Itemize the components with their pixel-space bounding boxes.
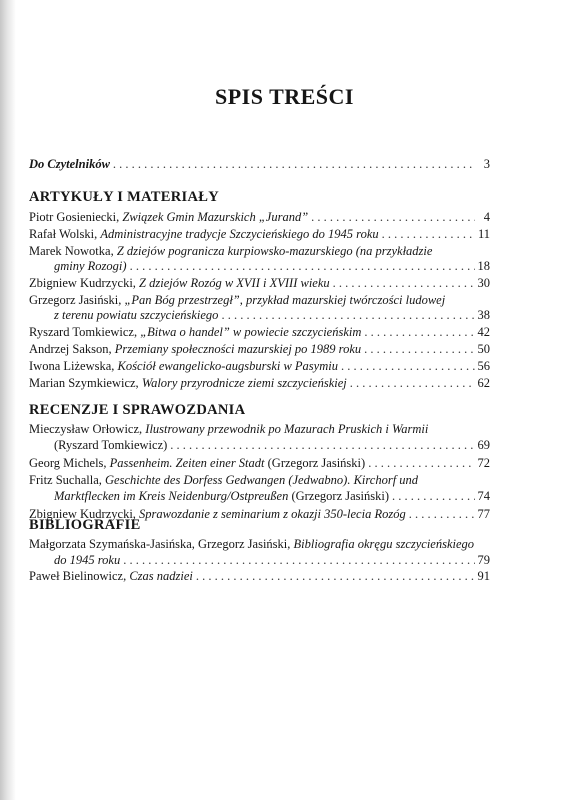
entry-title: „Pan Bóg przestrzegł”, przykład mazurskiej twórczości ludowej (124, 293, 446, 307)
dot-leader (382, 227, 475, 242)
toc-entry (29, 276, 490, 291)
page-number: 69 (477, 438, 490, 452)
entry-title-cont: gminy Rozogi) (54, 259, 127, 273)
dot-leader (392, 489, 475, 504)
page-number: 38 (477, 308, 490, 322)
entry-title: Sprawozdanie z seminarium z okazji 350-lecia Rozóg (139, 507, 406, 521)
dot-leader (170, 438, 474, 453)
entry-author: Paweł Bielinowicz, (29, 569, 130, 583)
toc-entry (29, 473, 490, 488)
toc-entry (29, 359, 490, 374)
entry-title-cont: z terenu powiatu szczycieńskiego (54, 308, 219, 322)
entry-author: Ryszard Tomkiewicz, (29, 325, 141, 339)
entry-title: Passenheim. Zeiten einer Stadt (109, 456, 265, 470)
toc-entry (29, 210, 490, 225)
dot-leader (130, 259, 475, 274)
toc-entry (29, 342, 490, 357)
dot-leader (341, 359, 475, 374)
entry-title: Czas nadziei (129, 569, 193, 583)
entry-title: Geschichte des Dorfess Gedwangen (Jedwabno). Kirchorf und (105, 473, 419, 487)
page-number: 3 (483, 157, 490, 171)
entry-author: Zbigniew Kudrzycki, (29, 276, 140, 290)
toc-entry (29, 569, 490, 584)
entry-title: Związek Gmin Mazurskich „Jurand” (122, 210, 309, 224)
page-number: 79 (477, 553, 490, 567)
dot-leader (196, 569, 475, 584)
page-number: 42 (477, 325, 490, 339)
toc-entry-continuation (29, 308, 490, 323)
toc-entry (29, 244, 490, 259)
entry-author: Zbigniew Kudrzycki, (29, 507, 140, 521)
entry-title: Walory przyrodnicze ziemi szczycieńskiej (141, 376, 347, 390)
page-number: 50 (477, 342, 490, 356)
page-title: SPIS TREŚCI (215, 84, 354, 109)
entry-author: Małgorzata Szymańska-Jasińska, Grzegorz Jasiński, (29, 537, 294, 551)
toc-entry (29, 422, 490, 437)
toc-entry (29, 456, 490, 471)
dot-leader (311, 210, 475, 225)
entry-author: Grzegorz Jasiński, (29, 293, 125, 307)
toc-entry (29, 376, 490, 391)
section-heading-reviews: RECENZJE I SPRAWOZDANIA (29, 402, 246, 418)
entry-author: Rafał Wolski, (29, 227, 101, 241)
entry-title: Ilustrowany przewodnik po Mazurach Pruskich i Warmii (145, 422, 429, 436)
dot-leader (364, 342, 474, 357)
page-number: 72 (477, 456, 490, 470)
toc-entry-continuation (29, 438, 490, 453)
dot-leader (409, 507, 475, 522)
page-number: 30 (477, 276, 490, 290)
entry-author: Andrzej Sakson, (29, 342, 115, 356)
section-heading-bibliographies: BIBLIOGRAFIE (29, 517, 141, 533)
page-number: 77 (477, 507, 490, 521)
entry-title: Bibliografia okręgu szczycieńskiego (293, 537, 475, 551)
page-number: 11 (477, 227, 490, 241)
toc-entry-intro (29, 157, 490, 172)
dot-leader (364, 325, 474, 340)
page-number: 62 (477, 376, 490, 390)
entry-title: Z dziejów Rozóg w XVII i XVIII wieku (139, 276, 330, 290)
toc-entry-continuation (29, 259, 490, 274)
page-edge-shadow (0, 0, 16, 800)
toc-entry (29, 293, 490, 308)
dot-leader (368, 456, 474, 471)
dot-leader (333, 276, 475, 291)
entry-author: Marian Szymkiewicz, (29, 376, 142, 390)
page-number: 56 (477, 359, 490, 373)
entry-title-cont: do 1945 roku (54, 553, 121, 567)
entry-author: Fritz Suchalla, (29, 473, 106, 487)
toc-entry (29, 537, 490, 552)
page-number: 91 (477, 569, 490, 583)
entry-author: Marek Nowotka, (29, 244, 117, 258)
section-heading-articles: ARTYKUŁY I MATERIAŁY (29, 189, 219, 205)
dot-leader (113, 157, 475, 172)
entry-author: Georg Michels, (29, 456, 110, 470)
entry-reviewer: (Grzegorz Jasiński) (264, 456, 366, 470)
toc-entry (29, 227, 490, 242)
toc-entry-continuation (29, 489, 490, 504)
entry-title: „Bitwa o handel” w powiecie szczycieńskim (140, 325, 362, 339)
entry-author: Mieczysław Orłowicz, (29, 422, 146, 436)
dot-leader (350, 376, 475, 391)
page-number: 18 (477, 259, 490, 273)
page-number: 74 (477, 489, 490, 503)
entry-author: Piotr Gosieniecki, (29, 210, 123, 224)
entry-title: Przemiany społeczności mazurskiej po 1989 roku (114, 342, 362, 356)
page-number: 4 (483, 210, 490, 224)
toc-entry (29, 325, 490, 340)
entry-title: Kościół ewangelicko-augsburski w Pasymiu (117, 359, 338, 373)
entry-reviewer: (Ryszard Tomkiewicz) (54, 438, 168, 452)
intro-label: Do Czytelników (29, 157, 110, 171)
entry-title: Z dziejów pogranicza kurpiowsko-mazurskiego (na przykładzie (116, 244, 433, 258)
entry-title-cont: Marktflecken im Kreis Neidenburg/Ostpreußen (54, 489, 289, 503)
dot-leader (221, 308, 474, 323)
entry-reviewer: (Grzegorz Jasiński) (288, 489, 389, 503)
entry-author: Iwona Liżewska, (29, 359, 118, 373)
dot-leader (123, 553, 474, 568)
entry-title: Administracyjne tradycje Szczycieńskiego do 1945 roku (100, 227, 379, 241)
toc-entry-continuation (29, 553, 490, 568)
